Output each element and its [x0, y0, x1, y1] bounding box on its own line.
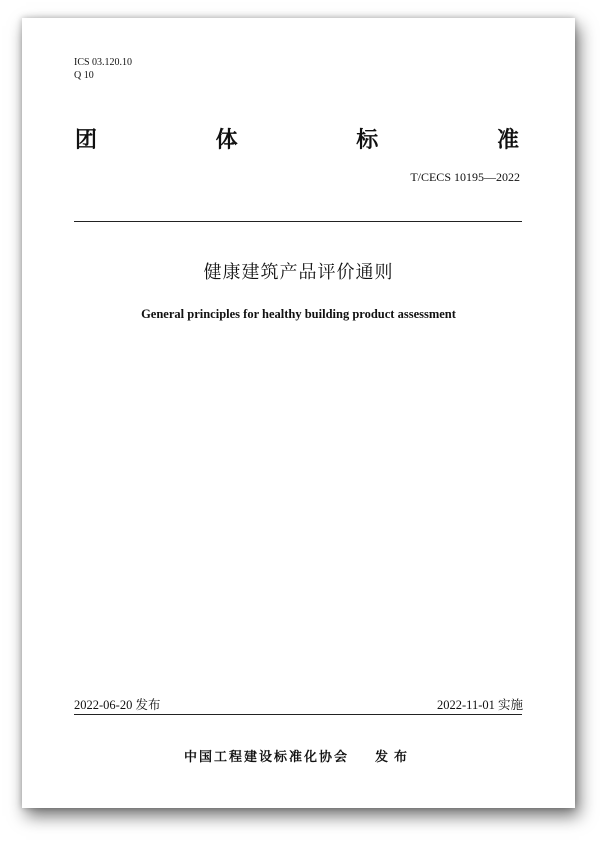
standard-type-heading — [74, 123, 520, 154]
document-title-chinese: 健康建筑产品评价通则 — [203, 262, 394, 283]
issue-date: 2022-06-20 发布 — [74, 698, 161, 712]
standard-type-char: 准 — [496, 128, 519, 153]
ccs-category: Q 10 — [74, 70, 94, 81]
publisher-action: 发布 — [375, 750, 414, 765]
publisher-name: 中国工程建设标准化协会 — [183, 750, 349, 765]
ics-block — [74, 56, 132, 82]
standard-type-char: 标 — [356, 128, 379, 153]
effective-date: 2022-11-01 实施 — [437, 698, 523, 712]
document-title-english: General principles for healthy building product assessment — [141, 307, 456, 321]
standard-type-char: 体 — [215, 128, 238, 153]
top-divider — [74, 221, 522, 222]
standard-type-char: 团 — [74, 128, 97, 153]
document-cover — [22, 18, 575, 808]
publisher-line — [22, 746, 575, 765]
standard-code: T/CECS 10195—2022 — [410, 170, 520, 184]
bottom-divider — [74, 714, 522, 715]
ics-code: ICS 03.120.10 — [74, 57, 133, 68]
